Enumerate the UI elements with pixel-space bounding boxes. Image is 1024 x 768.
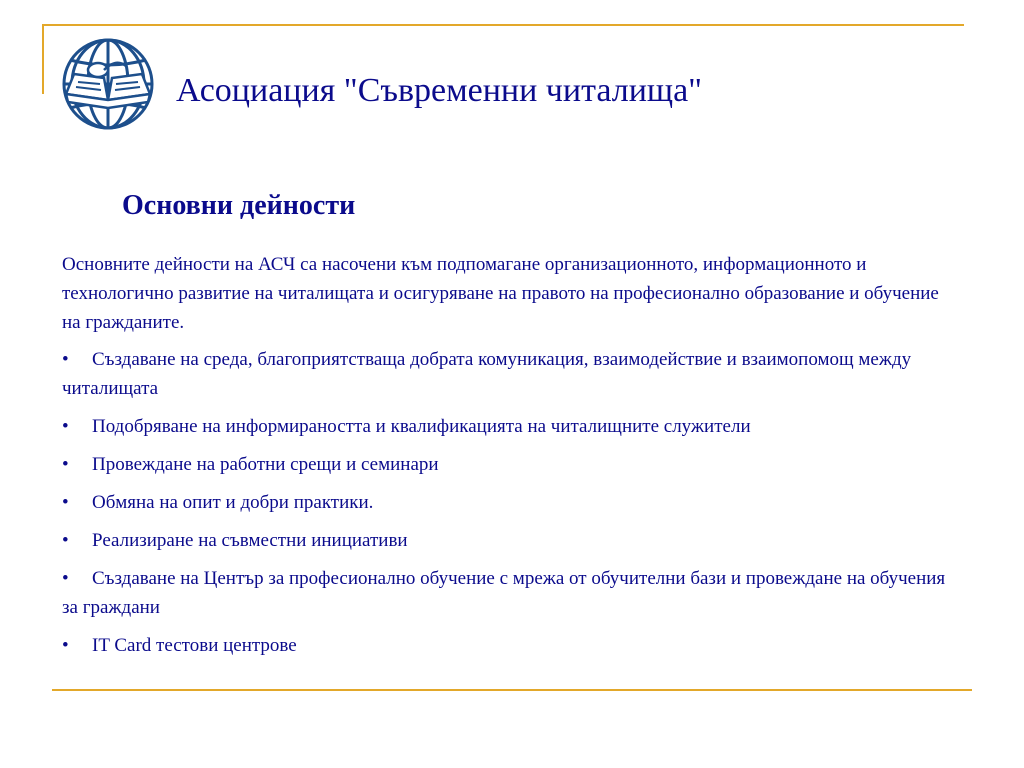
list-item-text: Създаване на Център за професионално обучение с мрежа от обучителни бази и провеждане на обучения за граждани	[62, 568, 946, 618]
list-item	[62, 345, 962, 403]
bottom-horizontal-rule	[52, 689, 972, 691]
list-item	[62, 631, 962, 660]
bullet-icon: •	[62, 568, 69, 589]
activities-list	[62, 345, 962, 660]
list-item-text: IT Card тестови центрове	[92, 635, 297, 656]
bullet-icon: •	[62, 416, 69, 437]
globe-book-icon	[56, 36, 160, 132]
top-horizontal-rule	[42, 24, 964, 26]
section-title: Основни дейности	[122, 190, 356, 221]
list-item-text: Подобряване на информираността и квалификацията на читалищните служители	[92, 416, 751, 437]
intro-paragraph: Основните дейности на АСЧ са насочени към подпомагане организационното, информационното и технологично развитие на читалищата и осигуряване на правото на професионално образование и обучение на гражданите.	[62, 254, 939, 333]
list-item	[62, 564, 962, 622]
list-item-text: Обмяна на опит и добри практики.	[92, 492, 374, 513]
list-item	[62, 412, 962, 441]
top-left-vertical-rule	[42, 24, 44, 94]
list-item-text: Провеждане на работни срещи и семинари	[92, 454, 439, 475]
list-item	[62, 450, 962, 479]
list-item	[62, 526, 962, 555]
list-item-text: Създаване на среда, благоприятстваща добрата комуникация, взаимодействие и взаимопомощ между читалищата	[62, 349, 912, 399]
bullet-icon: •	[62, 530, 69, 551]
main-content	[62, 250, 962, 669]
header-title: Асоциация "Съвременни читалища"	[176, 72, 703, 109]
list-item-text: Реализиране на съвместни инициативи	[92, 530, 408, 551]
bullet-icon: •	[62, 635, 69, 656]
bullet-icon: •	[62, 349, 69, 370]
list-item	[62, 488, 962, 517]
bullet-icon: •	[62, 492, 69, 513]
bullet-icon: •	[62, 454, 69, 475]
